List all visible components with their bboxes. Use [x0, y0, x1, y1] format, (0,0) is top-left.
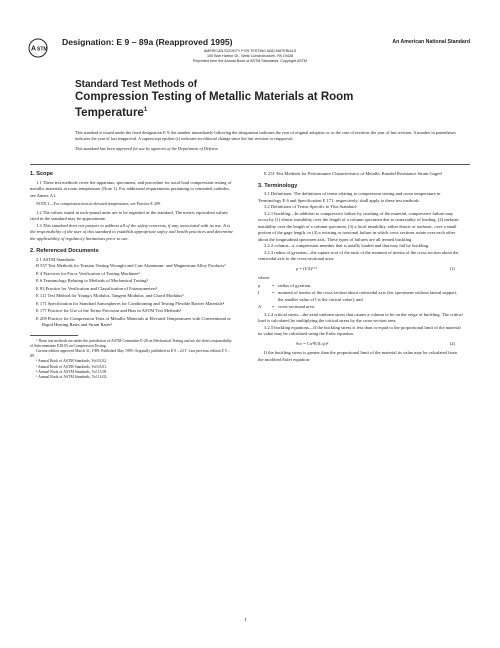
section-heading-terminology: 3. Terminology	[258, 182, 298, 189]
title-footnote-marker: 1	[143, 106, 148, 113]
paragraph-modified-euler: If the buckling stress is greater than the proportional limit of the material its value may be calculated from the modified Euler equation:	[258, 350, 457, 362]
svg-text:STM: STM	[37, 46, 48, 53]
paragraph-3-2: 3.2 Definitions of Terms Specific to This Standard:	[264, 204, 357, 209]
astm-logo	[28, 38, 54, 58]
where-item: ρ = radius of gyration,	[258, 282, 312, 288]
footnote: Current edition approved March 31, 1989. Published May 1989. Originally published as E 9 – 24 T. Last previous edition E 9 – 89.	[30, 348, 230, 359]
note-1: NOTE 1—For compression tests at elevated temperatures, see Practice E 209.	[36, 201, 161, 206]
equation-1-number: (1)	[449, 265, 455, 271]
divider	[30, 164, 470, 165]
paragraph-3-1: 3.1 Definitions: The definitions of terms relating to compression testing and room temperature in Terminology E 6 and Specification E 171, respectively, shall apply to these test methods.	[258, 191, 441, 203]
approved-note: This standard has been approved for use by agencies of the Department of Defense.	[75, 146, 219, 152]
reference-item: E 209 Practice for Compression Tests of Metallic Materials at Elevated Temperatures with Conventional or Rapid Heating Rates and Strain Rates³	[36, 315, 231, 327]
page-number: 1	[244, 618, 247, 623]
left-column	[30, 171, 235, 380]
reference-item: E 177 Practice for Use of the Terms Precision and Bias in ASTM Test Methods⁵	[36, 308, 182, 313]
paragraph-3-2-5: 3.2.5 buckling equations—If the buckling stress is less than or equal to the proportional limit of the material its value may be calculated using the Euler equation:	[258, 324, 461, 336]
document-title	[75, 79, 415, 119]
standard-intro	[75, 130, 470, 155]
footnote: ² Annual Book of ASTM Standards, Vol 02.02.	[36, 359, 108, 364]
title-line-1: Standard Test Methods of	[75, 79, 198, 90]
reference-item: B 557 Test Methods for Tension Testing Wrought and Cast Aluminum- and Magnesium-Alloy Products²	[36, 263, 226, 268]
title-line-2: Compression Testing of Metallic Materials at Room Temperature$^1$	[75, 91, 354, 119]
publisher-info	[100, 49, 400, 64]
publisher-line: 100 Barr Harbor Dr., West Conshohocken, PA 19428	[207, 54, 293, 58]
reference-item: E 251 Test Methods for Performance Characteristics of Metallic Bonded Resistance Strain Gages³	[264, 171, 443, 176]
section-heading-scope: 1. Scope	[30, 171, 54, 177]
footnotes	[30, 339, 235, 381]
equation-1	[258, 266, 463, 273]
designation: Designation: E 9 – 89a (Reapproved 1995)	[62, 37, 233, 47]
reference-item: E 6 Terminology Relating to Methods of Mechanical Testing³	[36, 278, 148, 283]
svg-text:A: A	[31, 45, 37, 53]
footnote: ³ Annual Book of ASTM Standards, Vol 03.01.	[36, 364, 108, 369]
where-item: I = moment of inertia of the cross section about centroidal axis (for specimens without lateral support, the smaller value of I is the critical value), and	[258, 290, 458, 302]
where-item: A = cross-sectional area.	[258, 304, 315, 309]
paragraph-2-1: 2.1 ASTM Standards:	[36, 256, 76, 262]
reference-item: E 4 Practices for Force Verification of Testing Machines³	[36, 270, 140, 276]
footnote: ¹ These test methods are under the jurisdiction of ASTM Committee E-28 on Mechanical Testing and are the direct responsibility of Subcommittee E28.05 on Compression Testing.	[30, 338, 232, 348]
reference-item: E 171 Specification for Standard Atmospheres for Conditioning and Testing Flexible Barrier Materials⁴	[36, 300, 225, 306]
paragraph-1-1: 1.1 These test methods cover the apparatus, specimens, and procedure for axial-load compression testing of metallic materials at room temperature (Note 1). For additional requirements pertaining to cemented carbides, see Annex A1.	[30, 179, 232, 198]
footnote: ⁵ Annual Book of ASTM Standards, Vol 14.02.	[36, 374, 108, 379]
footnote: ⁴ Annual Book of ASTM Standards, Vol 15.09.	[36, 369, 108, 374]
issued-note: This standard is issued under the fixed designation E 9; the number immediately following the designation indicates the year of original adoption or, in the case of revision, the year of last revision. A number in parentheses indicates the year of last reapproval. A superscript epsilon (ε) indicates an editorial change since the last revision or reapproval.	[75, 130, 456, 142]
right-column	[258, 171, 463, 363]
publisher-line: Reprinted from the Annual Book of ASTM Standards. Copyright ASTM	[192, 59, 308, 63]
paragraph-1-2: 1.2 The values stated in inch-pound units are to be regarded as the standard. The metric equivalent values cited in the standard may be approximate.	[30, 209, 228, 221]
paragraph-3-2-3: 3.2.3 radius of gyration—the square root of the ratio of the moment of inertia of the cross section about the centroidal axis to the cross-sectional area:	[258, 249, 459, 261]
reference-item: E 111 Test Method for Young's Modulus, Tangent Modulus, and Chord Modulus³	[36, 293, 184, 298]
equation-2-number: (2)	[449, 340, 455, 346]
footnote-divider	[30, 335, 78, 336]
where-label: where:	[258, 275, 271, 280]
equation-2	[258, 341, 463, 348]
paragraph-3-2-4: 3.2.4 critical stress—the axial uniform stress that causes a column to be on the verge of buckling. The critical load is calculated by multiplying the critical stress by the cross-section area.	[258, 311, 463, 323]
paragraph-3-2-1: 3.2.1 buckling—In addition to compressive failure by crushing of the material, compressive failure may occur by (1) elastic instability over the length of a column specimen due to nonaxiality of loading, (2) inelastic instability over the length of a column specimen, (3) a local instability, either elastic or inelastic, over a small portion of the gage length, or (4) a twisting or torsional failure in which cross sections rotate over each other about the longitudinal specimen axis. These types of failures are all termed buckling.	[258, 210, 460, 242]
section-heading-referenced-documents: 2. Referenced Documents	[30, 248, 99, 254]
equation-2-body: Scr = Cπ²E/(L/ρ)²	[296, 340, 329, 346]
publisher-line: AMERICAN SOCIETY FOR TESTING AND MATERIALS	[203, 49, 297, 53]
paragraph-1-3: 1.3 This standard does not purport to address all of the safety concerns, if any, associated with its use. It is the responsibility of the user of this standard to establish appropriate safety and health practices and determine the applicability of regulatory limitations prior to use.	[30, 222, 234, 241]
american-national-standard-label: An American National Standard	[392, 39, 470, 45]
paragraph-3-2-2: 3.2.2 column—a compression member that is axially loaded and that may fail by buckling.	[264, 243, 430, 248]
equation-1-body: ρ = (I/A)¹ᐟ²	[296, 265, 317, 271]
reference-item: E 83 Practice for Verification and Classification of Extensometers³	[36, 285, 158, 291]
